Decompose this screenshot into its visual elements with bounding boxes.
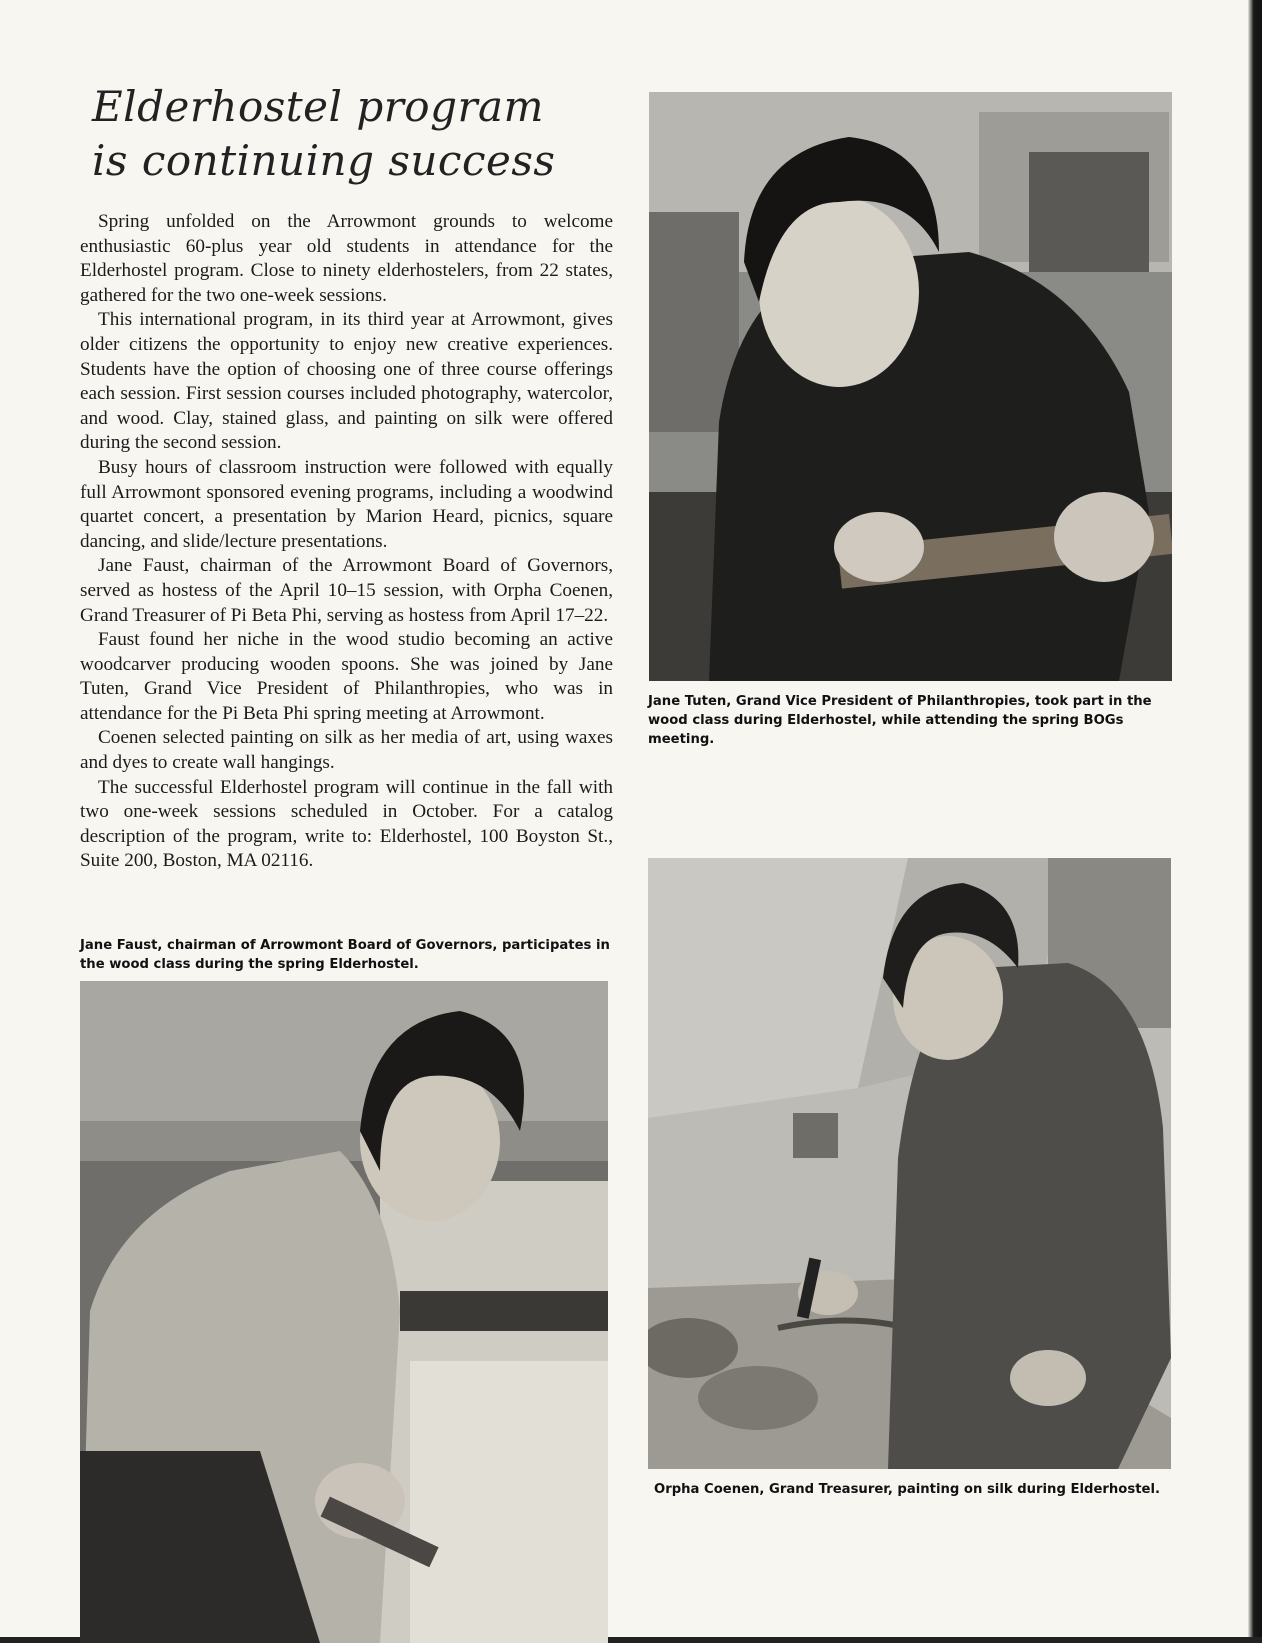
article-body xyxy=(80,210,613,874)
title-line-1: Elderhostel program xyxy=(92,82,544,131)
paragraph: This international program, in its third year at Arrowmont, gives older citizens the opportunity to enjoy new creative experiences. Students have the option of choosing one of three course offerings each session. First session courses included photography, watercolor, and wood. Clay, stained glass, and painting on silk were offered during the second session. xyxy=(80,309,613,454)
paragraph: Faust found her niche in the wood studio becoming an active woodcarver producing wooden spoons. She was joined by Jane Tuten, Grand Vice President of Philanthropies, who was in attendance for the Pi Beta Phi spring meeting at Arrowmont. xyxy=(80,629,613,724)
caption-coenen: Orpha Coenen, Grand Treasurer, painting on silk during Elderhostel. xyxy=(654,1482,1160,1497)
caption-tuten: Jane Tuten, Grand Vice President of Philanthropies, took part in the wood class during Elderhostel, while attending the spring BOGs meeting. xyxy=(648,694,1152,747)
paragraph: Jane Faust, chairman of the Arrowmont Board of Governors, served as hostess of the April 10–15 session, with Orpha Coenen, Grand Treasurer of Pi Beta Phi, serving as hostess from April 17–22. xyxy=(80,555,613,626)
paragraph: The successful Elderhostel program will continue in the fall with two one-week sessions scheduled in October. For a catalog description of the program, write to: Elderhostel, 100 Boyston St., Suite 200, Boston, MA 02116. xyxy=(80,776,613,872)
photo-orpha-coenen xyxy=(648,858,1171,1469)
article-title xyxy=(92,80,592,188)
photo-jane-faust xyxy=(80,981,608,1643)
caption-faust: Jane Faust, chairman of Arrowmont Board of Governors, participates in the wood class during the spring Elderhostel. xyxy=(80,938,610,972)
title-line-2: is continuing success xyxy=(92,136,556,185)
paragraph: Busy hours of classroom instruction were followed with equally full Arrowmont sponsored evening programs, including a woodwind quartet concert, a presentation by Marion Heard, picnics, square dancing, and slide/lecture presentations. xyxy=(80,456,613,552)
photo-jane-tuten xyxy=(649,92,1172,681)
paragraph: Coenen selected painting on silk as her media of art, using waxes and dyes to create wall hangings. xyxy=(80,727,613,774)
page-edge-shadow xyxy=(1248,0,1262,1643)
paragraph: Spring unfolded on the Arrowmont grounds to welcome enthusiastic 60-plus year old students in attendance for the Elderhostel program. Close to ninety elderhostelers, from 22 states, gathered for the two one-week sessions. xyxy=(80,211,613,306)
